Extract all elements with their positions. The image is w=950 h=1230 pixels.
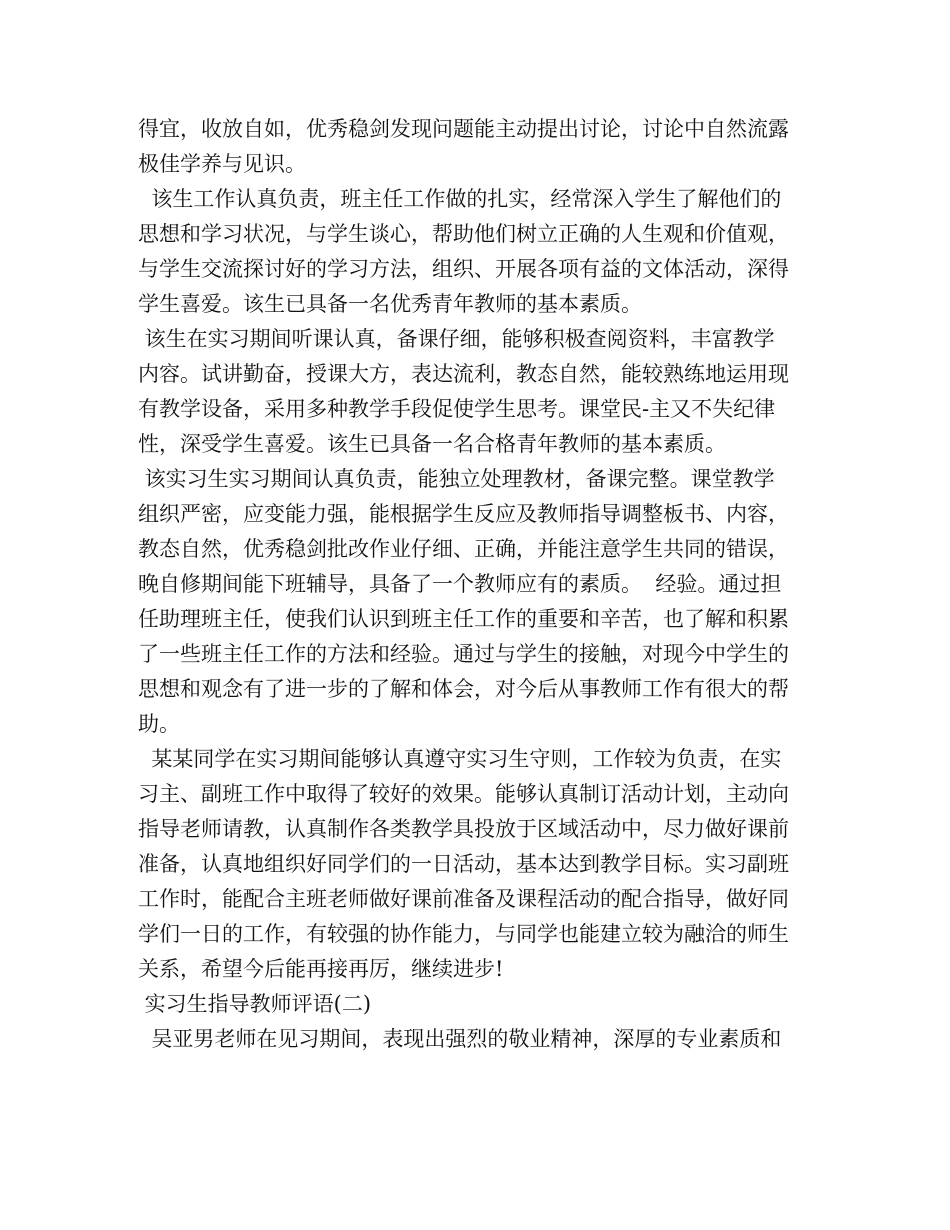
- text-line: 工作时，能配合主班老师做好课前准备及课程活动的配合指导，做好同: [138, 887, 789, 911]
- text-line: 准备，认真地组织好同学们的一日活动，基本达到教学目标。实习副班: [138, 852, 789, 876]
- text-line: 助。: [138, 712, 180, 736]
- text-line: 晚自修期间能下班辅导，具备了一个教师应有的素质。 经验。通过担: [138, 572, 782, 596]
- text-line: 关系，希望今后能再接再厉，继续进步!: [138, 957, 504, 981]
- text-line: 思想和观念有了进一步的了解和体会，对今后从事教师工作有很大的帮: [138, 677, 789, 701]
- text-line: 吴亚男老师在见习期间，表现出强烈的敬业精神，深厚的专业素质和: [138, 1027, 782, 1051]
- text-line: 习主、副班工作中取得了较好的效果。能够认真制订活动计划，主动向: [138, 782, 789, 806]
- text-line: 性，深受学生喜爱。该生已具备一名合格青年教师的基本素质。: [138, 432, 726, 456]
- text-line: 指导老师请教，认真制作各类教学具投放于区域活动中，尽力做好课前: [138, 817, 789, 841]
- text-line: 教态自然，优秀稳剑批改作业仔细、正确，并能注意学生共同的错误，: [138, 537, 789, 561]
- text-line: 任助理班主任，使我们认识到班主任工作的重要和辛苦，也了解和积累: [138, 607, 789, 631]
- text-line: 组织严密，应变能力强，能根据学生反应及教师指导调整板书、内容，: [138, 502, 789, 526]
- text-line: 思想和学习状况，与学生谈心，帮助他们树立正确的人生观和价值观，: [138, 222, 789, 246]
- text-line: 得宜，收放自如，优秀稳剑发现问题能主动提出讨论，讨论中自然流露: [138, 117, 789, 141]
- text-line: 有教学设备，采用多种教学手段促使学生思考。课堂民-主又不失纪律: [138, 397, 776, 421]
- text-line: 内容。试讲勤奋，授课大方，表达流利，教态自然，能较熟练地运用现: [138, 362, 789, 386]
- text-line: 该生工作认真负责，班主任工作做的扎实，经常深入学生了解他们的: [138, 187, 782, 211]
- document-body: [138, 112, 818, 1057]
- text-line: 该生在实习期间听课认真，备课仔细，能够积极查阅资料，丰富教学: [138, 327, 775, 351]
- text-line: 学生喜爱。该生已具备一名优秀青年教师的基本素质。: [138, 292, 642, 316]
- text-line: 某某同学在实习期间能够认真遵守实习生守则，工作较为负责，在实: [138, 747, 782, 771]
- text-line: 极佳学养与见识。: [138, 152, 306, 176]
- section-heading: 实习生指导教师评语(二): [138, 992, 372, 1016]
- text-line: 了一些班主任工作的方法和经验。通过与学生的接触，对现今中学生的: [138, 642, 789, 666]
- text-line: 该实习生实习期间认真负责，能独立处理教材，备课完整。课堂教学: [138, 467, 775, 491]
- text-line: 与学生交流探讨好的学习方法，组织、开展各项有益的文体活动，深得: [138, 257, 789, 281]
- text-line: 学们一日的工作，有较强的协作能力，与同学也能建立较为融洽的师生: [138, 922, 789, 946]
